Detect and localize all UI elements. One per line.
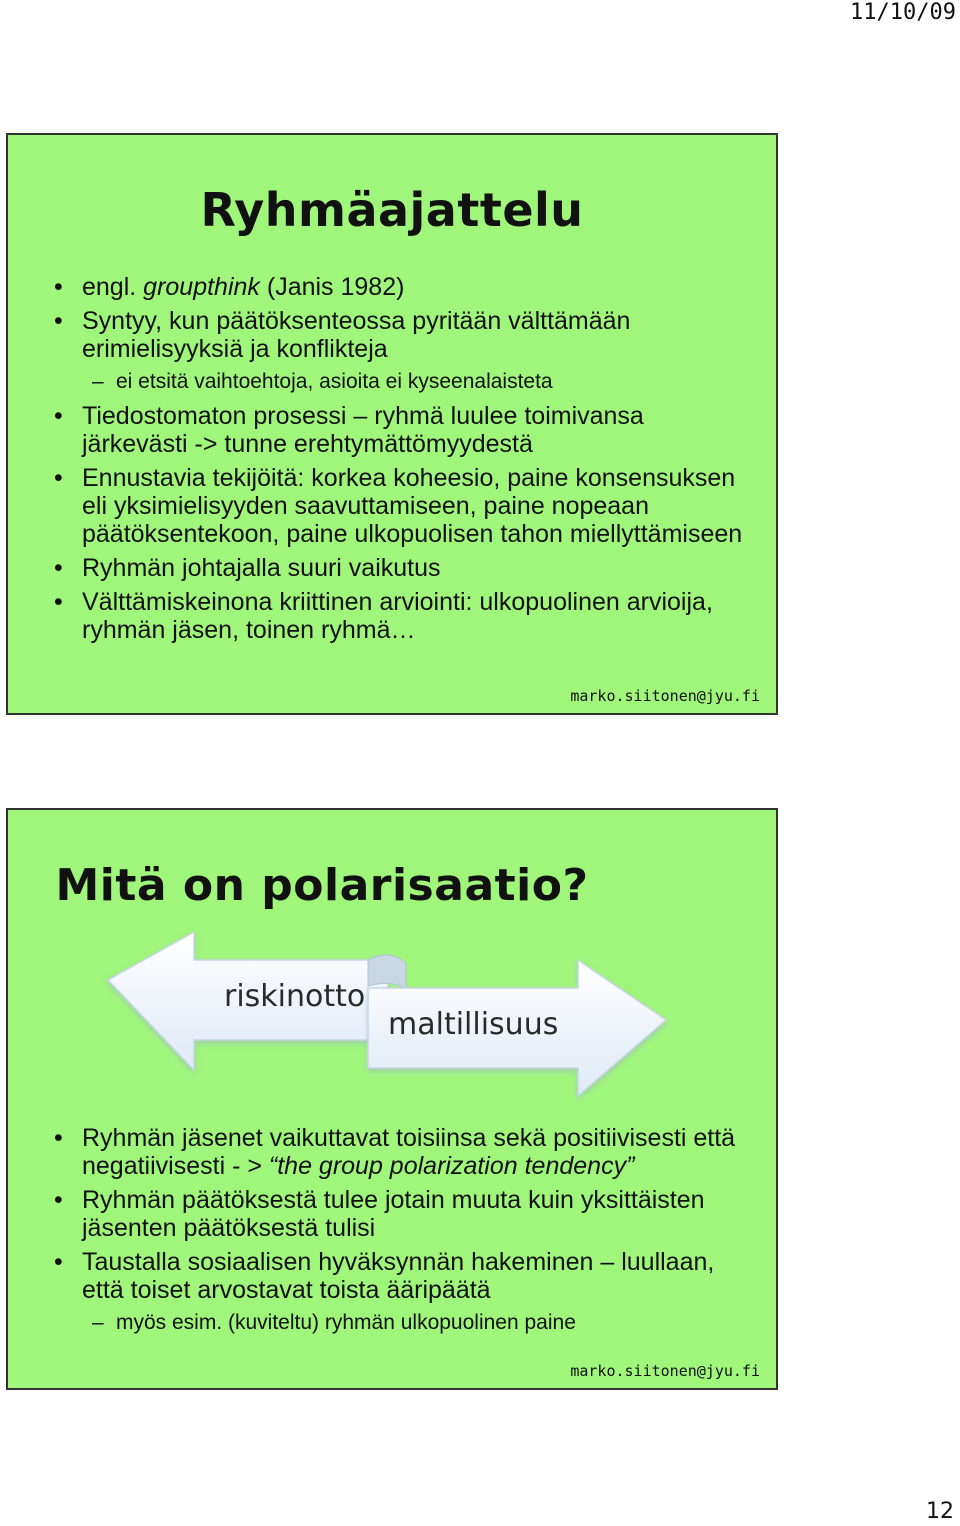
sub-bullet-item: – myös esim. (kuviteltu) ryhmän ulkopuolinen paine [8, 1310, 776, 1336]
right-arrow-label: maltillisuus [388, 1007, 559, 1042]
bullet-item [8, 273, 776, 301]
bullet-text: (Janis 1982) [259, 273, 405, 301]
bullet-item: • Syntyy, kun päätöksenteossa pyritään välttämään erimielisyyksiä ja konflikteja [8, 307, 776, 363]
header-date: 11/10/09 [850, 0, 956, 25]
slide-polarization [6, 808, 778, 1390]
bullet-text: engl. [82, 273, 144, 301]
slide-groupthink [6, 133, 778, 715]
bullet-emphasis: “the group polarization tendency” [268, 1152, 635, 1180]
footer-email: marko.siitonen@jyu.fi [570, 687, 760, 705]
bullet-list [8, 273, 776, 650]
slide-title: Mitä on polarisaatio? [55, 860, 589, 911]
slide-title: Ryhmäajattelu [200, 183, 584, 237]
left-arrow-label: riskinotto [224, 979, 366, 1014]
bullet-item: • Ryhmän johtajalla suuri vaikutus [8, 554, 776, 582]
bullet-item: • Taustalla sosiaalisen hyväksynnän hakeminen – luullaan, että toiset arvostavat toista ääripäätä [8, 1248, 776, 1304]
bullet-emphasis: groupthink [143, 273, 260, 301]
bullet-item: • Tiedostomaton prosessi – ryhmä luulee toimivansa järkevästi -> tunne erehtymättömyydestä [8, 402, 776, 458]
page-number: 12 [926, 1499, 954, 1524]
bullet-item: • Ryhmän päätöksestä tulee jotain muuta kuin yksittäisten jäsenten päätöksestä tulisi [8, 1186, 776, 1242]
footer-email: marko.siitonen@jyu.fi [570, 1362, 760, 1380]
bullet-text: Ryhmän jäsenet vaikuttavat toisiinsa sekä positiivisesti että negatiivisesti - > [82, 1124, 736, 1180]
bullet-item: • Välttämiskeinona kriittinen arviointi: ulkopuolinen arvioija, ryhmän jäsen, toinen ryhmä… [8, 588, 776, 644]
sub-bullet-item: – ei etsitä vaihtoehtoja, asioita ei kyseenalaisteta [8, 369, 776, 395]
polarization-arrow-diagram [98, 924, 678, 1104]
bullet-item [8, 1124, 776, 1180]
bullet-list [8, 1124, 776, 1343]
bullet-item: • Ennustavia tekijöitä: korkea koheesio, paine konsensuksen eli yksimielisyyden saavuttamiseen, paine nopeaan päätöksentekoon, paine ulkopuolisen tahon miellyttämiseen [8, 464, 776, 548]
